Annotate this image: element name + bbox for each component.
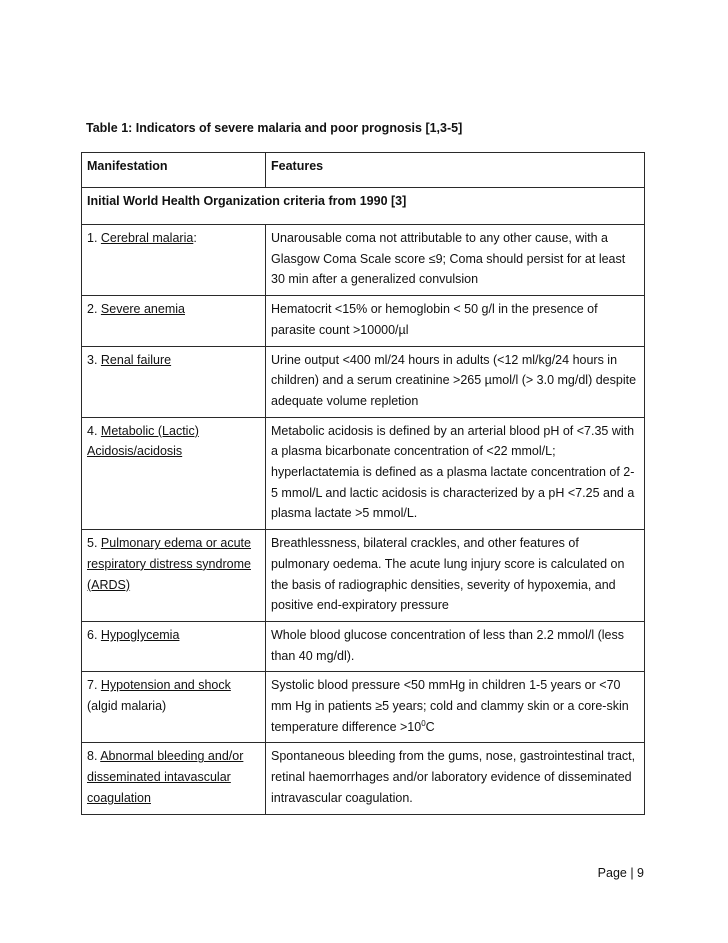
row-number: 4. [87,423,101,438]
manifestation-cell [82,225,266,296]
table-caption: Table 1: Indicators of severe malaria and poor prognosis [1,3-5] [86,121,463,135]
table-row [82,225,645,296]
term-suffix: : [193,231,197,245]
row-number: 3. [87,352,101,367]
table-row [82,296,645,346]
manifestation-cell [82,296,266,346]
manifestation-term: Hypoglycemia [100,627,180,642]
table-row [82,346,645,417]
manifestation-cell [82,672,266,743]
features-cell: Metabolic acidosis is defined by an arterial blood pH of <7.35 with a plasma bicarbonate concentration of <22 mmol/L; hyperlactatemia is defined as a plasma lactate concentration of 2-5 mmol/L and lactic acidosis is characterized by a pH <7.25 and a plasma lactate >5 mmol/L. [266,417,645,530]
header-features: Features [266,153,645,188]
manifestation-term-line3: coagulation [87,790,151,805]
manifestation-cell [82,417,266,530]
section-title: Initial World Health Organization criteria from 1990 [3] [82,188,645,225]
manifestation-term: Renal failure [100,352,172,367]
manifestation-term: Metabolic (Lactic) [100,423,199,438]
header-manifestation: Manifestation [82,153,266,188]
table-header-row [82,153,645,188]
row-number: 8. [87,749,101,764]
manifestation-term: Abnormal bleeding and/or [100,749,244,764]
row-number: 2. [87,302,101,317]
row-number: 1. [87,231,101,245]
manifestation-term-line2: Acidosis/acidosis [87,444,183,459]
row-number: 6. [87,627,101,642]
degree-superscript: 0 [421,718,426,728]
manifestation-cell [82,346,266,417]
manifestation-cell [82,743,266,814]
manifestation-term-line2: disseminated intavascular [87,770,231,785]
manifestation-term: Hypotension and shock [100,678,231,693]
indicators-table [81,152,645,815]
table-row [82,743,645,814]
manifestation-note: (algid malaria) [87,699,167,714]
features-cell: Spontaneous bleeding from the gums, nose, gastrointestinal tract, retinal haemorrhages and/or laboratory evidence of disseminated intravascular coagulation. [266,743,645,814]
table-row [82,417,645,530]
manifestation-term-line3: (ARDS) [87,577,131,592]
features-cell: Unarousable coma not attributable to any other cause, with a Glasgow Coma Scale score ≤9; Coma should persist for at least 30 min after a generalized convulsion [266,225,645,296]
manifestation-term: Pulmonary edema or acute [100,536,251,551]
features-cell: Breathlessness, bilateral crackles, and other features of pulmonary oedema. The acute lung injury score is calculated on the basis of radiographic densities, severity of hypoxemia, and positive end-expiratory pressure [266,530,645,622]
manifestation-term-line2: respiratory distress syndrome [87,556,251,571]
manifestation-term: Cerebral malaria [100,231,194,245]
features-cell [266,672,645,743]
manifestation-cell [82,530,266,622]
manifestation-term: Severe anemia [100,302,185,317]
section-row [82,188,645,225]
manifestation-cell [82,621,266,671]
row-number: 7. [87,678,101,693]
table-row [82,672,645,743]
features-cell: Urine output <400 ml/24 hours in adults (<12 ml/kg/24 hours in children) and a serum creatinine >265 µmol/l (> 3.0 mg/dl) despite adequate volume repletion [266,346,645,417]
table-row [82,530,645,622]
features-unit: C [425,719,435,734]
row-number: 5. [87,536,101,551]
page-number: Page | 9 [597,866,644,880]
features-cell: Whole blood glucose concentration of less than 2.2 mmol/l (less than 40 mg/dl). [266,621,645,671]
features-cell: Hematocrit <15% or hemoglobin < 50 g/l in the presence of parasite count >10000/µl [266,296,645,346]
table-row [82,621,645,671]
features-text: Systolic blood pressure <50 mmHg in children 1-5 years or <70 mm Hg in patients ≥5 years; cold and clammy skin or a core-skin temperature difference >10 [271,678,629,734]
